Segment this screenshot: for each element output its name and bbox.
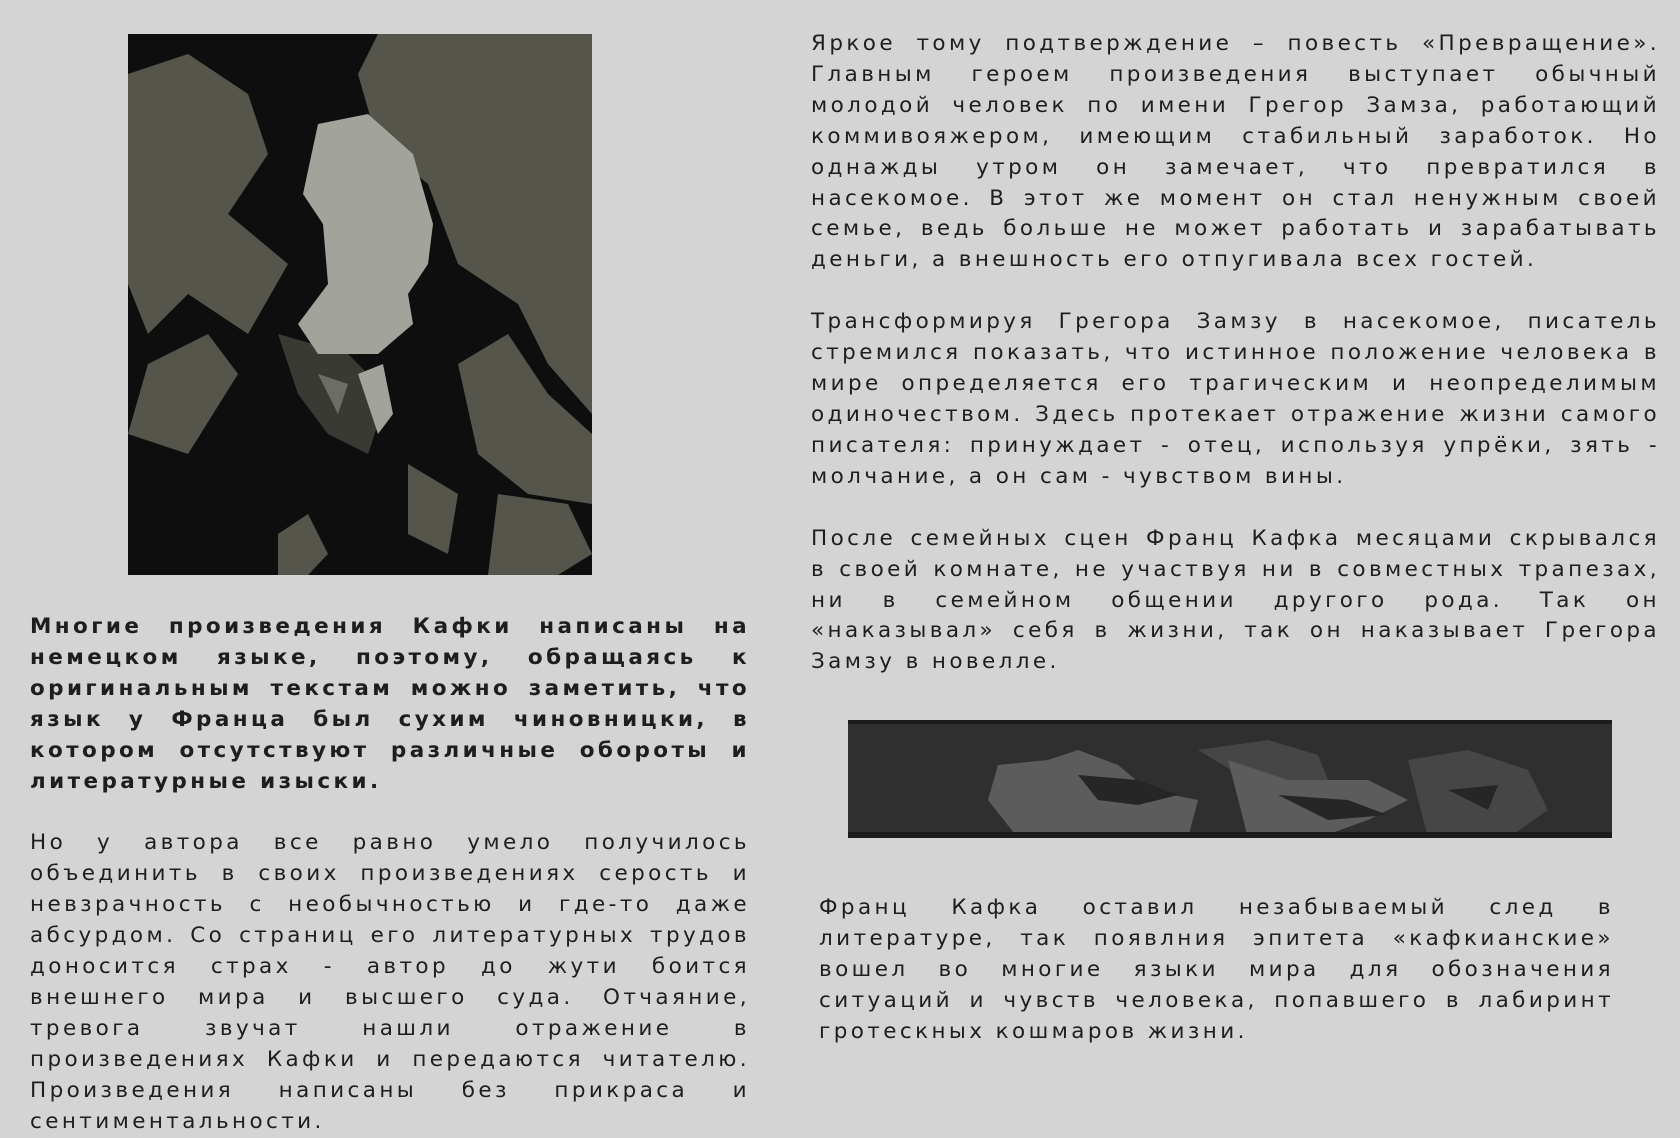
closing-text-column xyxy=(819,893,1614,1048)
closing-paragraph: Франц Кафка оставил незабываемый след в литературе, так появлния эпитета «кафкианские» вошел во многие языки мира для обозначения ситуаций и чувств человека, попавшего в лабиринт гротескных кошмаров жизни. xyxy=(819,895,1614,1044)
left-text-column xyxy=(30,612,750,1138)
bold-intro-paragraph: Многие произведения Кафки написаны на немецком языке, поэтому, обращаясь к оригинальным текстам можно заметить, что язык у Франца был сухим чиновницки, в котором отсутствуют различные обороты и литературные изыски. xyxy=(30,614,750,794)
right-paragraph-2: Трансформируя Грегора Замзу в насекомое, писатель стремился показать, что истинное положение человека в мире определяется его трагическим и неопределимым одиночеством. Здесь протекает отражение жизни самого писателя: принуждает - отец, используя упрёки, зять - молчание, а он сам - чувством вины. xyxy=(811,309,1660,489)
right-paragraph-3: После семейных сцен Франц Кафка месяцами скрывался в своей комнате, не участвуя ни в совместных трапезах, ни в семейном общении другого рода. Так он «наказывал» себя в жизни, так он наказывает Грегора Замзу в новелле. xyxy=(811,525,1660,675)
right-paragraph-1: Яркое тому подтверждение – повесть «Превращение». Главным героем произведения выступает обычный молодой человек по имени Грегор Замза, работающий коммивояжером, имеющим стабильный заработок. Но однажды утром он замечает, что превратился в насекомое. В этот же момент он стал ненужным своей семье, ведь больше не может работать и зарабатывать деньги, а внешность его отпугивала всех гостей. xyxy=(811,31,1660,273)
left-paragraph-2: Но у автора все равно умело получилось объединить в своих произведениях серость и невзрачность с необычностью и где-то даже абсурдом. Со страниц его литературных трудов доносится страх - автор до жути боится внешнего мира и высшего суда. Отчаяние, тревога звучат нашли отражение в произведениях Кафки и передаются читателю. Произведения написаны без прикраса и сентиментальности. xyxy=(30,830,750,1134)
hands-banner-image xyxy=(848,720,1612,838)
author-portrait-image xyxy=(128,34,592,575)
right-text-column xyxy=(811,29,1660,678)
